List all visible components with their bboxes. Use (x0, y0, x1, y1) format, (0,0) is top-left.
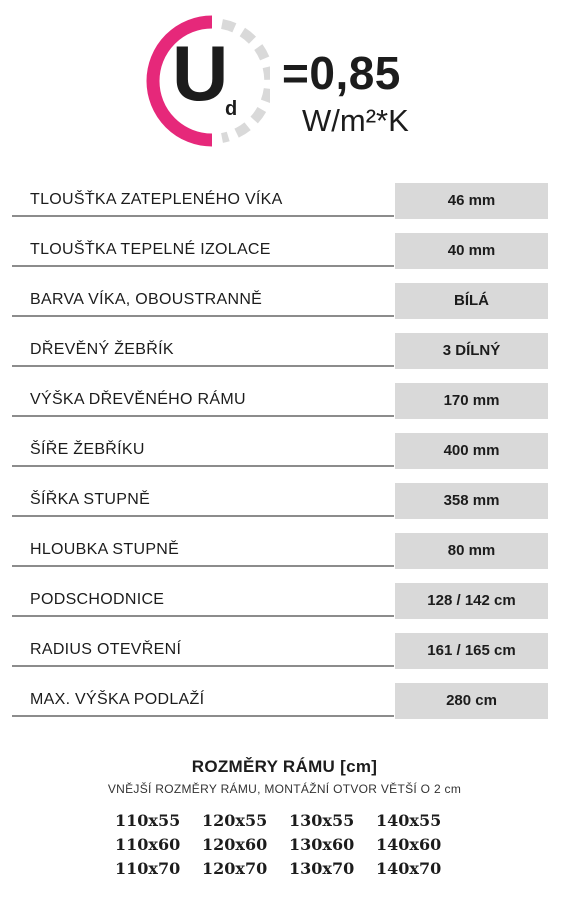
spec-value: 3 DÍLNÝ (395, 333, 548, 369)
spec-value: 46 mm (395, 183, 548, 219)
frame-size: 130x55 (289, 811, 355, 830)
spec-row (12, 233, 548, 269)
frame-size: 110x55 (115, 811, 181, 830)
spec-value: BÍLÁ (395, 283, 548, 319)
spec-value: 128 / 142 cm (395, 583, 548, 619)
frame-size: 140x70 (376, 859, 442, 878)
spec-row (12, 433, 548, 469)
u-value-number: =0,85 (282, 47, 401, 99)
spec-label: RADIUS OTEVŘENÍ (12, 633, 394, 667)
spec-row (12, 683, 548, 719)
spec-label: TLOUŠŤKA ZATEPLENÉHO VÍKA (12, 183, 394, 217)
spec-label: BARVA VÍKA, OBOUSTRANNĚ (12, 283, 394, 317)
spec-value: 40 mm (395, 233, 548, 269)
frame-sizes-grid (115, 810, 463, 880)
frame-size: 130x60 (289, 835, 355, 854)
frame-size: 120x60 (202, 835, 268, 854)
spec-row (12, 283, 548, 319)
spec-label: ŠÍŘE ŽEBŘÍKU (12, 433, 394, 467)
spec-value: 400 mm (395, 433, 548, 469)
spec-row (12, 533, 548, 569)
spec-label: TLOUŠŤKA TEPELNÉ IZOLACE (12, 233, 394, 267)
spec-value: 80 mm (395, 533, 548, 569)
frame-sizes-subtitle: VNĚJŠÍ ROZMĚRY RÁMU, MONTÁŽNÍ OTVOR VĚTŠÍ O 2 cm (107, 782, 462, 796)
frame-size: 110x70 (115, 859, 181, 878)
spec-label: MAX. VÝŠKA PODLAŽÍ (12, 683, 394, 717)
spec-value: 161 / 165 cm (395, 633, 548, 669)
u-subscript: d (225, 98, 238, 120)
frame-size: 130x70 (289, 859, 355, 878)
u-value-unit: W/m²*K (302, 103, 409, 138)
spec-label: PODSCHODNICE (12, 583, 394, 617)
frame-size: 120x70 (202, 859, 268, 878)
frame-size: 120x55 (202, 811, 268, 830)
frame-size: 140x55 (376, 811, 442, 830)
u-symbol: U (172, 29, 229, 117)
spec-row (12, 183, 548, 219)
spec-label: VÝŠKA DŘEVĚNÉHO RÁMU (12, 383, 394, 417)
spec-label: HLOUBKA STUPNĚ (12, 533, 394, 567)
spec-label: ŠÍŘKA STUPNĚ (12, 483, 394, 517)
spec-row (12, 483, 548, 519)
spec-row (12, 333, 548, 369)
spec-row (12, 583, 548, 619)
spec-value: 358 mm (395, 483, 548, 519)
u-value-badge (0, 0, 569, 170)
frame-sizes-title: ROZMĚRY RÁMU [cm] (191, 757, 378, 776)
frame-size: 110x60 (115, 835, 181, 854)
frame-sizes-section (0, 756, 569, 878)
spec-value: 280 cm (395, 683, 548, 719)
spec-value: 170 mm (395, 383, 548, 419)
spec-row (12, 633, 548, 669)
spec-row (12, 383, 548, 419)
spec-table (12, 183, 548, 733)
frame-size: 140x60 (376, 835, 442, 854)
spec-label: DŘEVĚNÝ ŽEBŘÍK (12, 333, 394, 367)
